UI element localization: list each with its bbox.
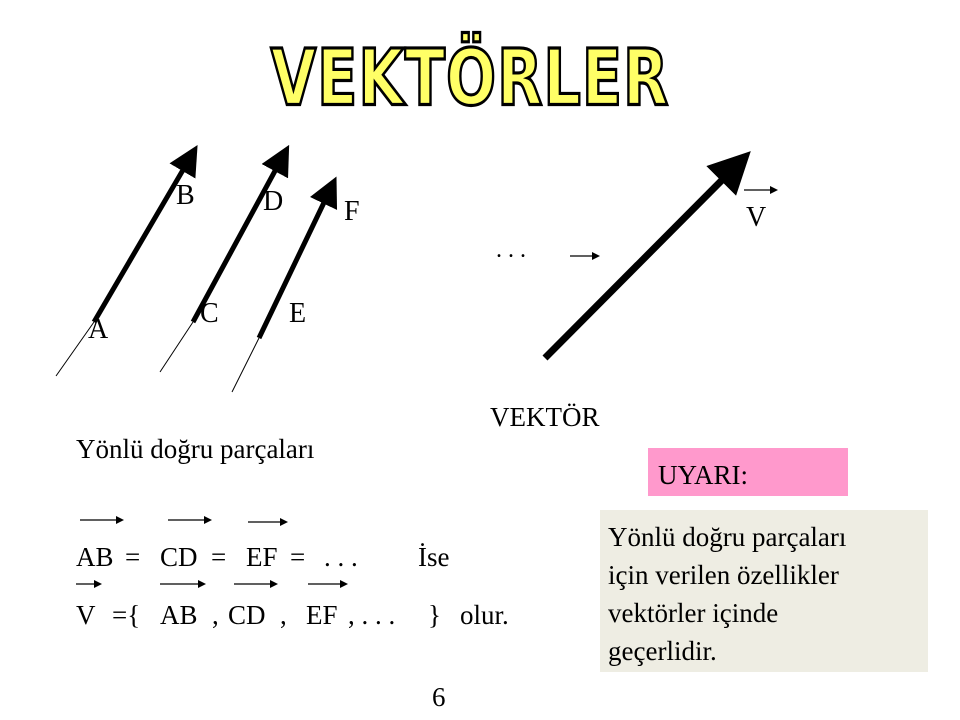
note-line-4: geçerlidir. — [608, 636, 717, 666]
ellipsis: . . . — [496, 237, 526, 263]
eq-equals-3: = — [290, 542, 306, 572]
support-line-cd — [160, 322, 193, 372]
point-label-b: B — [176, 180, 195, 211]
eq-ab: AB — [76, 542, 114, 572]
set-v: V — [76, 600, 96, 630]
note-line-1: Yönlü doğru parçaları — [608, 522, 847, 552]
warning-box — [648, 448, 848, 496]
eq-ise: İse — [418, 542, 450, 572]
point-label-d: D — [263, 186, 284, 217]
segments-caption: Yönlü doğru parçaları — [76, 434, 315, 464]
set-olur: olur. — [460, 600, 509, 630]
set-cd: CD — [228, 600, 266, 630]
support-line-ef — [232, 338, 259, 392]
note-line-2: için verilen özellikler — [608, 560, 839, 590]
set-comma-2: , — [280, 600, 287, 630]
point-label-f: F — [344, 196, 360, 227]
note-box — [600, 510, 928, 672]
eq-cd: CD — [160, 542, 198, 572]
page-title: VEKTÖRLER — [270, 33, 670, 124]
vector-label-v: V — [746, 202, 767, 233]
eq-ef: EF — [246, 542, 278, 572]
set-ef: EF — [306, 600, 338, 630]
eq-dots: . . . — [324, 542, 358, 572]
eq-equals-2: = — [211, 542, 227, 572]
set-ab: AB — [160, 600, 198, 630]
point-label-a: A — [88, 314, 109, 345]
set-close: } — [428, 600, 441, 630]
note-line-3: vektörler içinde — [608, 598, 779, 628]
warning-label: UYARI: — [658, 460, 749, 490]
vector-caption: VEKTÖR — [490, 402, 600, 432]
set-comma-1: , — [212, 600, 219, 630]
eq-equals-1: = — [125, 542, 141, 572]
set-comma-dots: , . . . — [348, 600, 396, 630]
set-open: ={ — [112, 600, 141, 630]
page-number: 6 — [432, 682, 446, 712]
point-label-e: E — [289, 298, 307, 329]
point-label-c: C — [200, 298, 219, 329]
vector-arrow — [545, 166, 736, 358]
